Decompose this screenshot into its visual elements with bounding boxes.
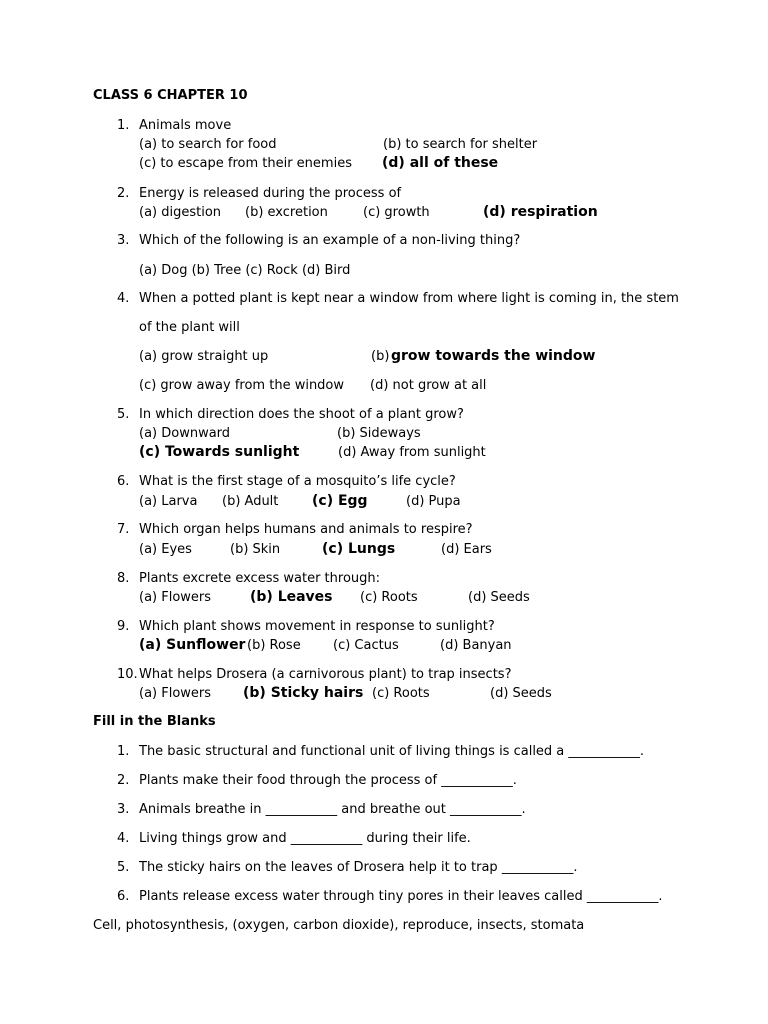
- option: (c) grow away from the window: [139, 378, 345, 393]
- question-text: Which organ helps humans and animals to respire?: [139, 522, 473, 537]
- question-number: 8.: [117, 571, 130, 586]
- blank-number: 3.: [117, 802, 130, 817]
- blank-sentence: Living things grow and ___________ during their life.: [139, 831, 471, 846]
- question-number: 4.: [117, 291, 130, 306]
- question-number: 9.: [117, 619, 130, 634]
- question-number: 3.: [117, 233, 130, 248]
- section-heading: Fill in the Blanks: [93, 714, 216, 729]
- correct-option: (c) Towards sunlight: [139, 444, 300, 460]
- question-text: Animals move: [139, 118, 232, 133]
- question-number: 2.: [117, 186, 130, 201]
- correct-option: (a) Sunflower: [139, 637, 246, 653]
- blank-sentence: Animals breathe in ___________ and breathe out ___________.: [139, 802, 526, 817]
- correct-option: (d) all of these: [382, 155, 499, 171]
- question-text: What helps Drosera (a carnivorous plant) to trap insects?: [139, 667, 512, 682]
- option: (a) Eyes: [139, 542, 192, 557]
- question-number: 10.: [117, 667, 138, 682]
- option: (a) grow straight up: [139, 349, 269, 364]
- question-number: 1.: [117, 118, 130, 133]
- correct-option: (c) Egg: [312, 493, 368, 509]
- blank-sentence: The sticky hairs on the leaves of Drosera help it to trap ___________.: [139, 860, 578, 875]
- option: (d) Away from sunlight: [338, 445, 486, 460]
- answer-key: Cell, photosynthesis, (oxygen, carbon dioxide), reproduce, insects, stomata: [93, 918, 585, 933]
- correct-option: (b) Sticky hairs: [243, 685, 364, 701]
- option: (d) Banyan: [440, 638, 512, 653]
- option: (c) to escape from their enemies: [139, 156, 352, 171]
- option: (a) Downward: [139, 426, 231, 441]
- option: (b) Adult: [222, 494, 279, 509]
- option: (c) Cactus: [333, 638, 399, 653]
- correct-option: (d) respiration: [483, 204, 598, 220]
- option: (a) digestion: [139, 205, 222, 220]
- option: (c) Roots: [372, 686, 430, 701]
- blank-number: 2.: [117, 773, 130, 788]
- option: (d) Ears: [441, 542, 492, 557]
- question-text: Plants excrete excess water through:: [139, 571, 381, 586]
- question-text: In which direction does the shoot of a plant grow?: [139, 407, 464, 422]
- correct-option: (c) Lungs: [322, 541, 396, 557]
- option: (b) Skin: [230, 542, 281, 557]
- blank-number: 4.: [117, 831, 130, 846]
- option: (a) Flowers: [139, 590, 212, 605]
- option: (d) Pupa: [406, 494, 461, 509]
- question-text: Energy is released during the process of: [139, 186, 402, 201]
- option: (c) growth: [363, 205, 430, 220]
- question-text: When a potted plant is kept near a window from where light is coming in, the stem: [139, 291, 679, 306]
- option-letter: (b): [371, 349, 390, 364]
- question-text: What is the first stage of a mosquito’s life cycle?: [139, 474, 456, 489]
- question-number: 7.: [117, 522, 130, 537]
- blank-sentence: The basic structural and functional unit of living things is called a ___________.: [139, 744, 645, 759]
- option: (c) Roots: [360, 590, 418, 605]
- blank-number: 5.: [117, 860, 130, 875]
- question-text: Which of the following is an example of a non-living thing?: [139, 233, 521, 248]
- option: (d) Seeds: [490, 686, 552, 701]
- option: (a) to search for food: [139, 137, 277, 152]
- option: (b) to search for shelter: [383, 137, 538, 152]
- option: (b) excretion: [245, 205, 328, 220]
- option: (d) Seeds: [468, 590, 530, 605]
- page-title: CLASS 6 CHAPTER 10: [93, 88, 248, 103]
- correct-option: (b) Leaves: [250, 589, 333, 605]
- option: (a) Larva: [139, 494, 198, 509]
- question-text-continued: of the plant will: [139, 320, 240, 335]
- option: (b) Rose: [247, 638, 301, 653]
- blank-number: 6.: [117, 889, 130, 904]
- blank-sentence: Plants release excess water through tiny pores in their leaves called ___________.: [139, 889, 663, 904]
- option: (b) Sideways: [337, 426, 421, 441]
- option: (a) Flowers: [139, 686, 212, 701]
- question-text: Which plant shows movement in response to sunlight?: [139, 619, 495, 634]
- question-number: 5.: [117, 407, 130, 422]
- blank-number: 1.: [117, 744, 130, 759]
- blank-sentence: Plants make their food through the process of ___________.: [139, 773, 517, 788]
- option: (a) Dog (b) Tree (c) Rock (d) Bird: [139, 263, 351, 278]
- option: (d) not grow at all: [370, 378, 487, 393]
- correct-option: grow towards the window: [391, 348, 596, 364]
- question-number: 6.: [117, 474, 130, 489]
